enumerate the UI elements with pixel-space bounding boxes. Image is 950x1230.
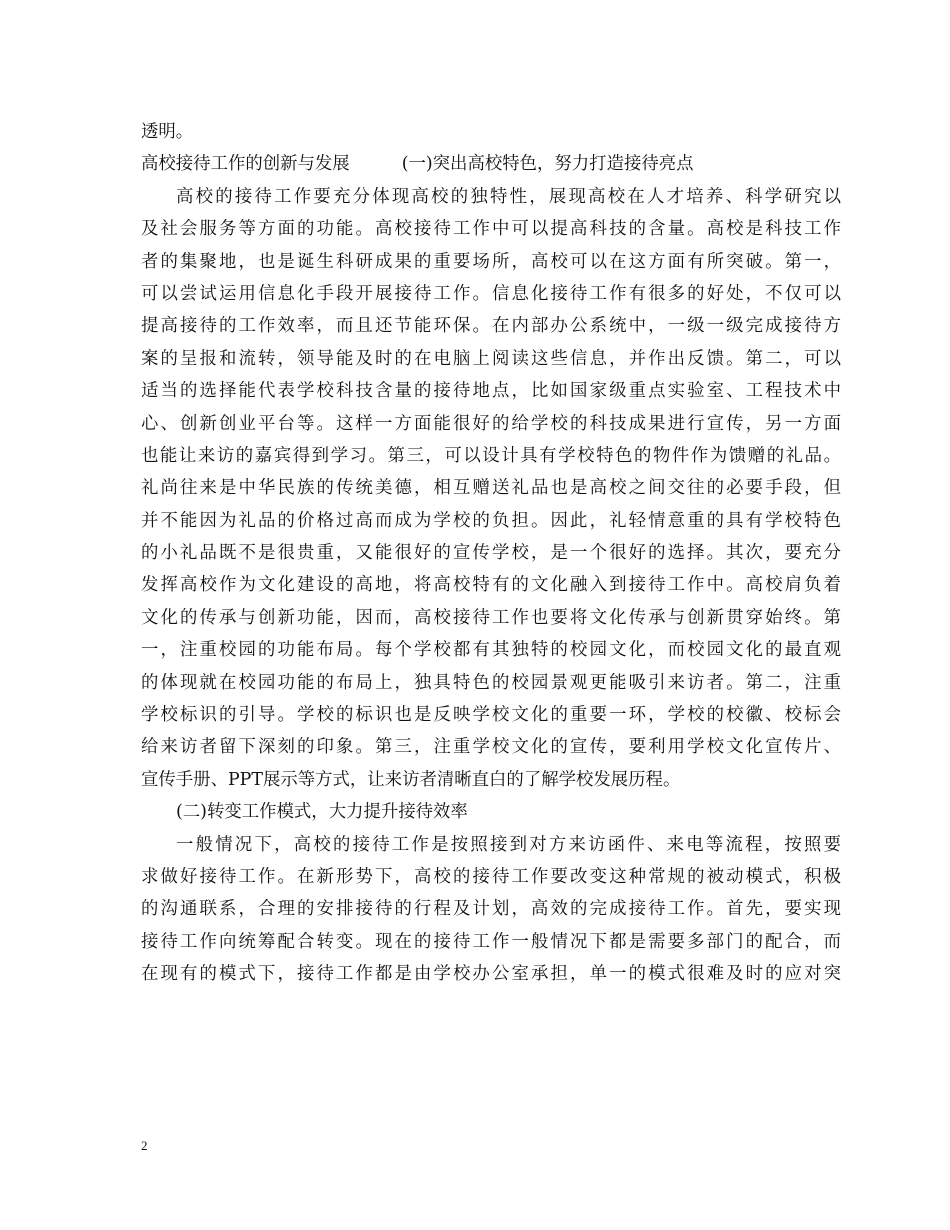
paragraph-1-line: 提高接待的工作效率，而且还节能环保。在内部办公系统中，一级一级完成接待方 [141,316,841,337]
paragraph-1-line: 的小礼品既不是很贵重，又能很好的宣传学校，是一个很好的选择。其次，要充分 [141,543,841,564]
paragraph-1-line: 也能让来访的嘉宾得到学习。第三，可以设计具有学校特色的物件作为馈赠的礼品。 [141,445,841,466]
paragraph-1-line: 一，注重校园的功能布局。每个学校都有其独特的校园文化，而校园文化的最直观 [141,640,841,661]
paragraph-1-line: 者的集聚地，也是诞生科研成果的重要场所，高校可以在这方面有所突破。第一， [141,251,841,272]
intro-tail-text: 透明。 [141,122,194,142]
paragraph-1-line: 高校的接待工作要充分体现高校的独特性，展现高校在人才培养、科学研究以 [176,186,841,207]
paragraph-1-line: 并不能因为礼品的价格过高而成为学校的负担。因此，礼轻情意重的具有学校特色 [141,510,841,531]
paragraph-2-line: 求做好接待工作。在新形势下，高校的接待工作要改变这种常规的被动模式，积极 [141,866,841,887]
section-heading: 高校接待工作的创新与发展 [141,154,350,175]
section-heading-line [141,148,841,180]
paragraph-1-line: 发挥高校作为文化建设的高地，将高校特有的文化融入到接待工作中。高校肩负着 [141,575,841,596]
paragraph-1-line: 适当的选择能代表学校科技含量的接待地点，比如国家级重点实验室、工程技术中 [141,381,841,402]
sub-heading-2: (二)转变工作模式，大力提升接待效率 [176,802,468,823]
body-text [141,116,841,991]
paragraph-1-line: 宣传手册、PPT展示等方式，让来访者清晰直白的了解学校发展历程。 [141,769,681,790]
paragraph-1-line: 学校标识的引导。学校的标识也是反映学校文化的重要一环，学校的校徽、校标会 [141,705,841,726]
paragraph-1-line: 及社会服务等方面的功能。高校接待工作中可以提高科技的含量。高校是科技工作 [141,219,841,240]
page-number: 2 [141,1138,148,1153]
paragraph-2-line: 的沟通联系，合理的安排接待的行程及计划，高效的完成接待工作。首先，要实现 [141,899,841,920]
paragraph-1-line: 礼尚往来是中华民族的传统美德，相互赠送礼品也是高校之间交往的必要手段，但 [141,478,841,499]
paragraph-2-line: 接待工作向统筹配合转变。现在的接待工作一般情况下都是需要多部门的配合，而 [141,931,841,952]
intro-tail-line [141,116,841,148]
sub-heading-1: (一)突出高校特色，努力打造接待亮点 [401,154,694,175]
paragraph-1-line: 文化的传承与创新功能，因而，高校接待工作也要将文化传承与创新贯穿始终。第 [141,607,841,628]
paragraph-1-line: 可以尝试运用信息化手段开展接待工作。信息化接待工作有很多的好处，不仅可以 [141,283,841,304]
paragraph-1-line: 案的呈报和流转，领导能及时的在电脑上阅读这些信息，并作出反馈。第二，可以 [141,348,841,369]
paragraph-1-line: 给来访者留下深刻的印象。第三，注重学校文化的宣传，要利用学校文化宣传片、 [141,737,841,758]
paragraph-1-line: 的体现就在校园功能的布局上，独具特色的校园景观更能吸引来访者。第二，注重 [141,672,841,693]
paragraph-1-line: 心、创新创业平台等。这样一方面能很好的给学校的科技成果进行宣传，另一方面 [141,413,841,434]
paragraph-2-line: 在现有的模式下，接待工作都是由学校办公室承担，单一的模式很难及时的应对突 [141,964,841,985]
paragraph-2-line: 一般情况下，高校的接待工作是按照接到对方来访函件、来电等流程，按照要 [176,834,841,855]
